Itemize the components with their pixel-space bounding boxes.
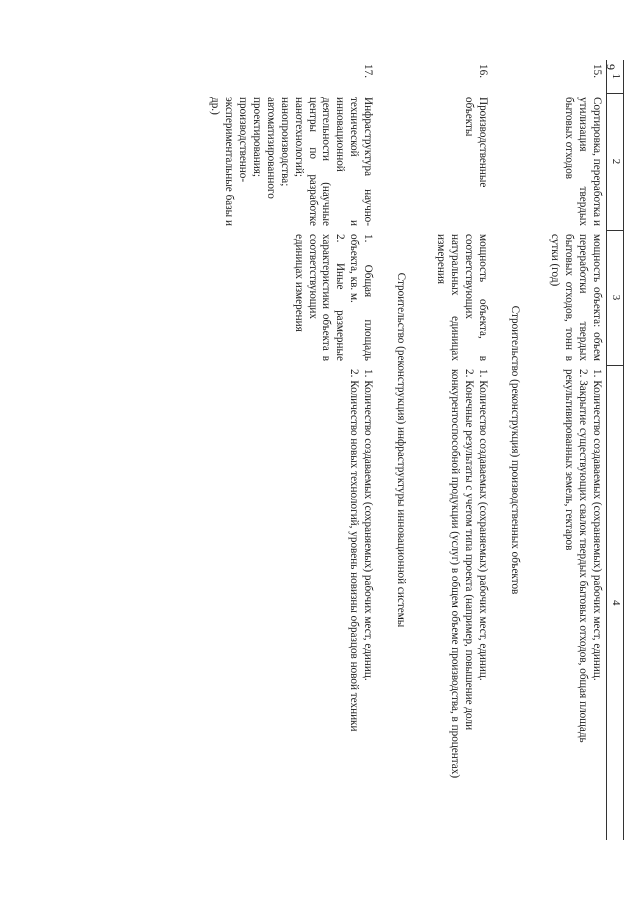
object-type: Инфраструктура научно-технической и инновационной деятельности (научные центры по разработке нанотехнологий; нанопроизводства; автоматизированного проектирования; производственно-экспериментальные базы и др.) — [209, 97, 375, 226]
section-heading-innovation — [377, 60, 423, 840]
parameter-item: 1. Общая площадь объекта, кв. м. — [348, 234, 375, 361]
result-item: 1. Количество создаваемых (сохраняемых) рабочих мест, единиц. — [476, 369, 489, 681]
table-row-15 — [537, 60, 606, 840]
table-row-17 — [197, 60, 377, 840]
result-item: 2. Закрытие существующих свалок твердых бытовых отходов, общая площадь рекультивированных земель, гектаров — [563, 369, 590, 743]
rotated-table-page — [104, 60, 624, 840]
result-item: 1. Количество создаваемых (сохраняемых) рабочих мест, единиц. — [362, 369, 375, 681]
object-type: Производственные объекты — [462, 97, 489, 188]
row-number: 15. — [591, 64, 603, 78]
row-number: 17. — [362, 64, 375, 78]
col-3-header: 3 — [607, 230, 624, 365]
object-parameters: мощность объекта, в соответствующих натуральных единицах измерения — [434, 234, 489, 361]
table-row-16 — [423, 60, 492, 840]
expected-results — [537, 365, 606, 840]
row-number: 16. — [476, 64, 489, 78]
object-parameters — [197, 230, 377, 365]
section-heading-production — [492, 60, 538, 840]
result-item: 2. Конечные результаты с учетом типа проекта (например, повышение доли конкурентоспособной продукции (услуг) в общем объеме производства, в процентах) — [448, 369, 475, 779]
projects-table — [197, 60, 624, 840]
expected-results — [197, 365, 377, 840]
expected-results — [423, 365, 492, 840]
object-type: Сортировка, переработка и утилизация твердых бытовых отходов — [563, 97, 603, 226]
parameter-item: 2. Иные размерные характеристики объекта в соответствующих единицах измерения — [292, 234, 347, 361]
object-parameters: мощность объекта: объем переработки твердых бытовых отходов, тонн в сутки (год) — [549, 234, 603, 361]
result-item: 1. Количество создаваемых (сохраняемых) рабочих мест, единиц. — [591, 369, 603, 681]
col-2-header: 2 — [607, 93, 624, 230]
page-number: 9 — [604, 64, 618, 70]
col-1-header: 1 — [607, 60, 624, 93]
section-title: Строительство (реконструкция) инфраструктуры инновационной системы — [394, 272, 407, 628]
result-item: 2. Количество новых технологий, уровень новизны образцов новой техники — [348, 369, 361, 732]
section-title: Строительство (реконструкция) производственных объектов — [509, 305, 522, 595]
col-4-header: 4 — [607, 365, 624, 840]
column-number-header — [607, 60, 624, 840]
